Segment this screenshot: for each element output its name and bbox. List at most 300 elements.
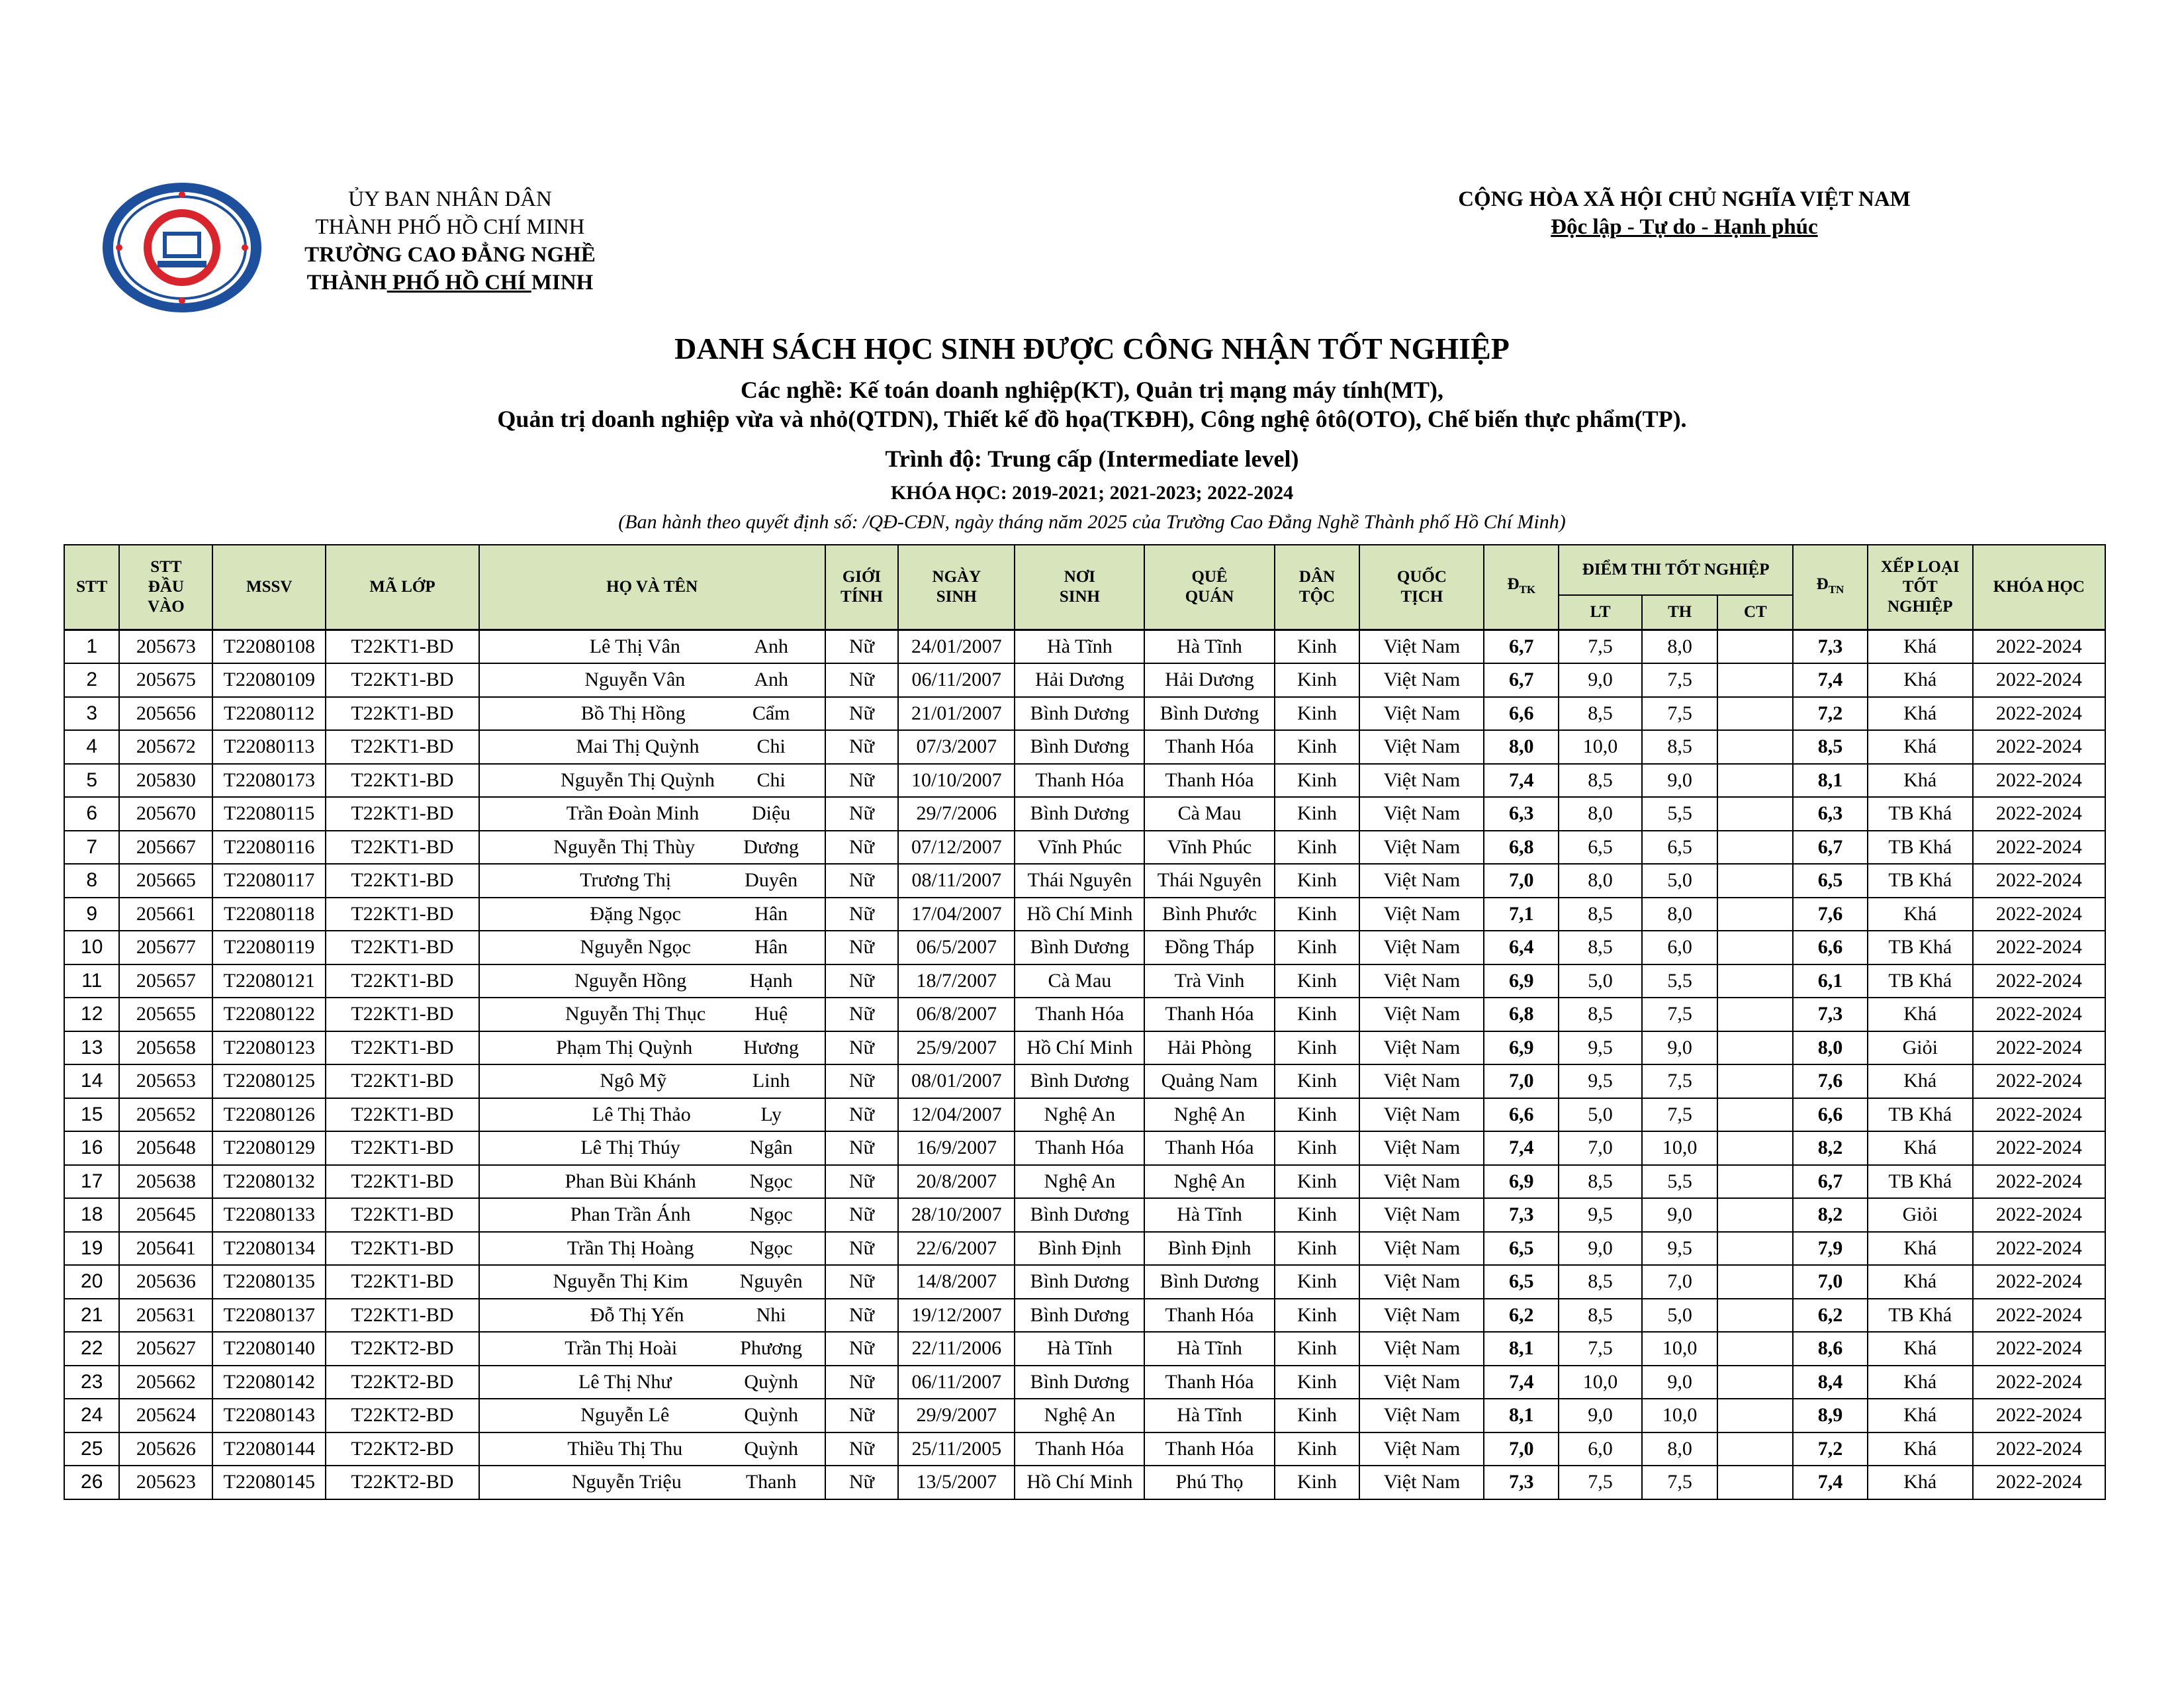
cell-gioi-tinh: Nữ [825, 1198, 899, 1232]
cell-khoa-hoc: 2022-2024 [1973, 1232, 2105, 1266]
cell-ten: Quỳnh [744, 1404, 798, 1427]
cell-stt: 8 [64, 864, 119, 898]
cell-ma-lop: T22KT1-BD [326, 931, 478, 964]
cell-lt: 8,5 [1559, 1299, 1642, 1333]
cell-th: 9,5 [1642, 1232, 1718, 1266]
cell-lt: 8,5 [1559, 998, 1642, 1031]
cell-d-tn: 7,6 [1793, 1064, 1868, 1098]
cell-khoa-hoc: 2022-2024 [1973, 931, 2105, 964]
cell-noi-sinh: Hồ Chí Minh [1015, 1031, 1144, 1065]
cell-d-tk: 7,0 [1484, 1064, 1559, 1098]
cell-gioi-tinh: Nữ [825, 964, 899, 998]
cell-ho-ten [479, 1466, 825, 1499]
cell-gioi-tinh: Nữ [825, 1064, 899, 1098]
cell-dan-toc: Kinh [1275, 1299, 1360, 1333]
cell-stt: 21 [64, 1299, 119, 1333]
cell-lt: 5,0 [1559, 964, 1642, 998]
cell-d-tn: 6,7 [1793, 831, 1868, 865]
cell-xep-loai: Giỏi [1868, 1198, 1973, 1232]
cell-ct [1717, 697, 1793, 731]
cell-ho-dem: Nguyễn Thị Thục [565, 1003, 706, 1025]
table-row [64, 1399, 2105, 1432]
school-name-part-1: THÀNH [306, 271, 387, 295]
cell-mssv: T22080118 [212, 898, 326, 931]
cell-stt-dau-vao: 205623 [119, 1466, 212, 1499]
cell-ct [1717, 1064, 1793, 1098]
table-row [64, 1232, 2105, 1266]
cell-khoa-hoc: 2022-2024 [1973, 898, 2105, 931]
cell-d-tk: 6,8 [1484, 998, 1559, 1031]
cell-gioi-tinh: Nữ [825, 931, 899, 964]
cell-mssv: T22080133 [212, 1198, 326, 1232]
table-body [64, 630, 2105, 1499]
graduates-table [64, 544, 2106, 1500]
cell-ma-lop: T22KT2-BD [326, 1399, 478, 1432]
cell-dan-toc: Kinh [1275, 730, 1360, 764]
cell-ten: Duyên [745, 869, 798, 892]
cell-lt: 8,5 [1559, 898, 1642, 931]
cell-xep-loai: TB Khá [1868, 864, 1973, 898]
cell-th: 9,0 [1642, 1031, 1718, 1065]
cell-khoa-hoc: 2022-2024 [1973, 1399, 2105, 1432]
cell-noi-sinh: Thanh Hóa [1015, 764, 1144, 798]
cell-d-tk: 7,0 [1484, 1432, 1559, 1466]
header-d-tn: $Đ_{TN}$ [1793, 545, 1868, 630]
cell-d-tk: 7,1 [1484, 898, 1559, 931]
cell-stt: 2 [64, 663, 119, 697]
cell-d-tn: 7,3 [1793, 998, 1868, 1031]
cell-ten: Thanh [745, 1471, 797, 1493]
cell-ten: Dương [743, 835, 799, 858]
cell-gioi-tinh: Nữ [825, 1232, 899, 1266]
cell-ho-ten [479, 931, 825, 964]
cell-mssv: T22080119 [212, 931, 326, 964]
cell-gioi-tinh: Nữ [825, 1165, 899, 1199]
cell-d-tk: 6,9 [1484, 1165, 1559, 1199]
cell-xep-loai: Khá [1868, 663, 1973, 697]
table-row [64, 998, 2105, 1031]
cell-que-quan: Hà Tĩnh [1144, 1399, 1274, 1432]
cell-dan-toc: Kinh [1275, 1432, 1360, 1466]
cell-ho-ten [479, 1399, 825, 1432]
school-name-part-3: MINH [531, 271, 594, 295]
cell-khoa-hoc: 2022-2024 [1973, 1432, 2105, 1466]
header-que-quan: QUÊ QUÁN [1144, 545, 1274, 630]
cell-khoa-hoc: 2022-2024 [1973, 1198, 2105, 1232]
cell-dan-toc: Kinh [1275, 1064, 1360, 1098]
cell-stt: 26 [64, 1466, 119, 1499]
cell-stt: 9 [64, 898, 119, 931]
cell-ho-ten [479, 1098, 825, 1132]
cell-ct [1717, 663, 1793, 697]
cell-gioi-tinh: Nữ [825, 1098, 899, 1132]
cell-que-quan: Hà Tĩnh [1144, 630, 1274, 663]
cell-d-tn: 7,2 [1793, 697, 1868, 731]
cell-ten: Hạnh [749, 969, 793, 992]
cell-lt: 6,0 [1559, 1432, 1642, 1466]
cell-th: 7,5 [1642, 1064, 1718, 1098]
cell-ten: Chi [756, 735, 786, 758]
cell-ho-ten [479, 663, 825, 697]
cell-ten: Huệ [754, 1003, 788, 1025]
cell-th: 5,5 [1642, 797, 1718, 831]
cell-ct [1717, 730, 1793, 764]
cell-d-tk: 6,5 [1484, 1232, 1559, 1266]
cell-ho-dem: Lê Thị Thúy [580, 1137, 680, 1159]
cell-ct [1717, 1131, 1793, 1165]
cell-ho-dem: Nguyễn Triệu [571, 1471, 682, 1493]
cell-xep-loai: Khá [1868, 1432, 1973, 1466]
cell-que-quan: Thái Nguyên [1144, 864, 1274, 898]
cell-xep-loai: Khá [1868, 1265, 1973, 1299]
cell-ngay-sinh: 14/8/2007 [898, 1265, 1015, 1299]
cell-ngay-sinh: 29/7/2006 [898, 797, 1015, 831]
cell-ngay-sinh: 17/04/2007 [898, 898, 1015, 931]
header-d-tk: $Đ_{TK}$ [1484, 545, 1559, 630]
cell-ho-ten [479, 797, 825, 831]
table-row [64, 1198, 2105, 1232]
cell-ho-dem: Lê Thị Như [578, 1370, 672, 1393]
cell-mssv: T22080129 [212, 1131, 326, 1165]
cell-ngay-sinh: 25/11/2005 [898, 1432, 1015, 1466]
cell-stt-dau-vao: 205626 [119, 1432, 212, 1466]
cell-ho-ten [479, 1131, 825, 1165]
cell-ten: Anh [754, 669, 788, 691]
table-row [64, 1098, 2105, 1132]
cell-gioi-tinh: Nữ [825, 1466, 899, 1499]
cell-ct [1717, 898, 1793, 931]
cell-khoa-hoc: 2022-2024 [1973, 730, 2105, 764]
cell-dan-toc: Kinh [1275, 1232, 1360, 1266]
cell-ho-ten [479, 1031, 825, 1065]
header-khoa-hoc: KHÓA HỌC [1973, 545, 2105, 630]
cell-th: 9,0 [1642, 1198, 1718, 1232]
cell-mssv: T22080132 [212, 1165, 326, 1199]
cell-noi-sinh: Bình Dương [1015, 797, 1144, 831]
cell-noi-sinh: Bình Dương [1015, 697, 1144, 731]
cell-dan-toc: Kinh [1275, 964, 1360, 998]
cell-ngay-sinh: 16/9/2007 [898, 1131, 1015, 1165]
cell-que-quan: Nghệ An [1144, 1165, 1274, 1199]
cell-stt-dau-vao: 205627 [119, 1332, 212, 1366]
cell-que-quan: Bình Phước [1144, 898, 1274, 931]
cell-ten: Hân [754, 936, 788, 959]
cell-d-tn: 6,1 [1793, 964, 1868, 998]
cell-lt: 9,0 [1559, 1399, 1642, 1432]
cell-xep-loai: Khá [1868, 1332, 1973, 1366]
table-row [64, 1466, 2105, 1499]
cell-ngay-sinh: 24/01/2007 [898, 630, 1015, 663]
cell-noi-sinh: Bình Dương [1015, 730, 1144, 764]
cell-dan-toc: Kinh [1275, 697, 1360, 731]
cell-mssv: T22080112 [212, 697, 326, 731]
cell-que-quan: Cà Mau [1144, 797, 1274, 831]
cell-noi-sinh: Hồ Chí Minh [1015, 1466, 1144, 1499]
cell-noi-sinh: Bình Dương [1015, 1064, 1144, 1098]
cell-ngay-sinh: 06/11/2007 [898, 1366, 1015, 1399]
cell-quoc-tich: Việt Nam [1359, 1265, 1484, 1299]
cell-que-quan: Bình Dương [1144, 1265, 1274, 1299]
cell-d-tk: 7,4 [1484, 1366, 1559, 1399]
cell-quoc-tich: Việt Nam [1359, 998, 1484, 1031]
cell-dan-toc: Kinh [1275, 797, 1360, 831]
cell-th: 10,0 [1642, 1131, 1718, 1165]
cell-dan-toc: Kinh [1275, 864, 1360, 898]
cell-ho-ten [479, 864, 825, 898]
cell-ct [1717, 1332, 1793, 1366]
cell-ngay-sinh: 28/10/2007 [898, 1198, 1015, 1232]
cell-lt: 7,0 [1559, 1131, 1642, 1165]
cell-stt-dau-vao: 205638 [119, 1165, 212, 1199]
cell-ct [1717, 764, 1793, 798]
cell-d-tk: 6,6 [1484, 1098, 1559, 1132]
cell-d-tk: 6,4 [1484, 931, 1559, 964]
cell-ngay-sinh: 06/5/2007 [898, 931, 1015, 964]
cell-stt-dau-vao: 205665 [119, 864, 212, 898]
cell-que-quan: Nghệ An [1144, 1098, 1274, 1132]
cell-dan-toc: Kinh [1275, 1165, 1360, 1199]
cell-que-quan: Bình Dương [1144, 697, 1274, 731]
cell-noi-sinh: Bình Dương [1015, 1198, 1144, 1232]
cell-khoa-hoc: 2022-2024 [1973, 964, 2105, 998]
cell-d-tk: 8,0 [1484, 730, 1559, 764]
cell-stt-dau-vao: 205657 [119, 964, 212, 998]
cell-dan-toc: Kinh [1275, 1198, 1360, 1232]
cell-stt: 15 [64, 1098, 119, 1132]
cell-d-tk: 7,4 [1484, 1131, 1559, 1165]
cell-xep-loai: Khá [1868, 630, 1973, 663]
cell-ho-ten [479, 831, 825, 865]
decision-note: (Ban hành theo quyết định số: /QĐ-CĐN, ngày tháng năm 2025 của Trường Cao Đẳng Nghề Thành phố Hồ Chí Minh) [618, 511, 1566, 533]
cell-ho-ten [479, 1265, 825, 1299]
cell-d-tn: 7,3 [1793, 630, 1868, 663]
cell-noi-sinh: Hà Tĩnh [1015, 630, 1144, 663]
cell-khoa-hoc: 2022-2024 [1973, 864, 2105, 898]
cell-ho-dem: Mai Thị Quỳnh [576, 735, 700, 758]
authority-line-1: ỦY BAN NHÂN DÂN [348, 187, 552, 211]
cell-mssv: T22080109 [212, 663, 326, 697]
cell-gioi-tinh: Nữ [825, 1031, 899, 1065]
cell-gioi-tinh: Nữ [825, 831, 899, 865]
cell-stt-dau-vao: 205673 [119, 630, 212, 663]
cell-quoc-tich: Việt Nam [1359, 1299, 1484, 1333]
cell-que-quan: Thanh Hóa [1144, 1299, 1274, 1333]
cell-ngay-sinh: 18/7/2007 [898, 964, 1015, 998]
cell-ten: Cẩm [752, 702, 790, 724]
cell-mssv: T22080123 [212, 1031, 326, 1065]
cell-que-quan: Hà Tĩnh [1144, 1332, 1274, 1366]
cell-stt-dau-vao: 205631 [119, 1299, 212, 1333]
cell-ho-ten [479, 1232, 825, 1266]
cell-ngay-sinh: 13/5/2007 [898, 1466, 1015, 1499]
cell-lt: 8,0 [1559, 797, 1642, 831]
cell-stt-dau-vao: 205641 [119, 1232, 212, 1266]
cell-khoa-hoc: 2022-2024 [1973, 1265, 2105, 1299]
cell-mssv: T22080117 [212, 864, 326, 898]
cell-th: 7,5 [1642, 1466, 1718, 1499]
cell-ma-lop: T22KT1-BD [326, 1299, 478, 1333]
cell-quoc-tich: Việt Nam [1359, 1399, 1484, 1432]
cell-ngay-sinh: 08/11/2007 [898, 864, 1015, 898]
cell-gioi-tinh: Nữ [825, 630, 899, 663]
cell-d-tk: 8,1 [1484, 1399, 1559, 1432]
cell-xep-loai: Khá [1868, 1466, 1973, 1499]
cell-quoc-tich: Việt Nam [1359, 764, 1484, 798]
cell-lt: 8,5 [1559, 697, 1642, 731]
cell-d-tn: 6,3 [1793, 797, 1868, 831]
cell-ho-dem: Phan Bùi Khánh [565, 1170, 696, 1192]
cell-d-tn: 8,9 [1793, 1399, 1868, 1432]
cell-lt: 8,5 [1559, 764, 1642, 798]
cell-stt: 17 [64, 1165, 119, 1199]
cell-quoc-tich: Việt Nam [1359, 1232, 1484, 1266]
cell-xep-loai: Khá [1868, 1232, 1973, 1266]
cell-d-tn: 7,9 [1793, 1232, 1868, 1266]
cell-xep-loai: Khá [1868, 730, 1973, 764]
cell-stt: 22 [64, 1332, 119, 1366]
cell-lt: 9,5 [1559, 1198, 1642, 1232]
cell-xep-loai: Khá [1868, 1064, 1973, 1098]
cell-d-tn: 8,4 [1793, 1366, 1868, 1399]
cell-d-tk: 6,3 [1484, 797, 1559, 831]
cell-stt-dau-vao: 205656 [119, 697, 212, 731]
cell-stt: 12 [64, 998, 119, 1031]
cell-khoa-hoc: 2022-2024 [1973, 1131, 2105, 1165]
cell-ct [1717, 1432, 1793, 1466]
school-name-part-2: PHỐ HỒ CHÍ [387, 271, 531, 295]
table-row [64, 831, 2105, 865]
cell-lt: 5,0 [1559, 1098, 1642, 1132]
cell-quoc-tich: Việt Nam [1359, 864, 1484, 898]
cell-ma-lop: T22KT1-BD [326, 964, 478, 998]
cell-gioi-tinh: Nữ [825, 998, 899, 1031]
cell-stt-dau-vao: 205675 [119, 663, 212, 697]
cell-khoa-hoc: 2022-2024 [1973, 697, 2105, 731]
cell-noi-sinh: Nghệ An [1015, 1098, 1144, 1132]
cell-quoc-tich: Việt Nam [1359, 898, 1484, 931]
header-ct: CT [1717, 595, 1793, 630]
cell-ngay-sinh: 07/12/2007 [898, 831, 1015, 865]
cell-xep-loai: Khá [1868, 697, 1973, 731]
cell-ma-lop: T22KT1-BD [326, 797, 478, 831]
document-title: DANH SÁCH HỌC SINH ĐƯỢC CÔNG NHẬN TỐT NGHIỆP [674, 332, 1510, 365]
cell-gioi-tinh: Nữ [825, 1332, 899, 1366]
cell-que-quan: Phú Thọ [1144, 1466, 1274, 1499]
cell-lt: 7,5 [1559, 630, 1642, 663]
cell-stt: 4 [64, 730, 119, 764]
cell-ma-lop: T22KT1-BD [326, 1064, 478, 1098]
cell-gioi-tinh: Nữ [825, 1131, 899, 1165]
cell-dan-toc: Kinh [1275, 831, 1360, 865]
cell-ho-dem: Trương Thị [580, 869, 672, 892]
cell-ct [1717, 1299, 1793, 1333]
cell-stt: 25 [64, 1432, 119, 1466]
cell-mssv: T22080140 [212, 1332, 326, 1366]
cell-d-tk: 7,3 [1484, 1466, 1559, 1499]
cell-stt-dau-vao: 205655 [119, 998, 212, 1031]
cell-noi-sinh: Vĩnh Phúc [1015, 831, 1144, 865]
cell-que-quan: Đồng Tháp [1144, 931, 1274, 964]
national-title: CỘNG HÒA XÃ HỘI CHỦ NGHĨA VIỆT NAM [1458, 187, 1911, 211]
cell-ct [1717, 1165, 1793, 1199]
cell-dan-toc: Kinh [1275, 764, 1360, 798]
cell-quoc-tich: Việt Nam [1359, 630, 1484, 663]
header-ho-ten: HỌ VÀ TÊN [479, 545, 825, 630]
cell-xep-loai: TB Khá [1868, 1299, 1973, 1333]
cell-ma-lop: T22KT1-BD [326, 898, 478, 931]
cell-noi-sinh: Thanh Hóa [1015, 1131, 1144, 1165]
table-row [64, 1165, 2105, 1199]
cell-d-tk: 6,7 [1484, 663, 1559, 697]
cell-noi-sinh: Bình Dương [1015, 931, 1144, 964]
cell-stt: 13 [64, 1031, 119, 1065]
table-row [64, 864, 2105, 898]
cell-th: 5,0 [1642, 864, 1718, 898]
cell-ho-dem: Nguyễn Thị Quỳnh [561, 769, 715, 791]
cell-dan-toc: Kinh [1275, 931, 1360, 964]
cell-stt-dau-vao: 205661 [119, 898, 212, 931]
cell-stt-dau-vao: 205677 [119, 931, 212, 964]
header-stt-dau-vao: STT ĐẦU VÀO [119, 545, 212, 630]
cell-ho-dem: Đặng Ngọc [590, 902, 681, 925]
cell-ho-ten [479, 898, 825, 931]
cell-mssv: T22080143 [212, 1399, 326, 1432]
cell-stt-dau-vao: 205648 [119, 1131, 212, 1165]
cell-ho-dem: Bồ Thị Hồng [580, 702, 686, 724]
school-name-line-2 [251, 269, 649, 297]
cell-que-quan: Quảng Nam [1144, 1064, 1274, 1098]
cell-ho-ten [479, 998, 825, 1031]
cell-dan-toc: Kinh [1275, 998, 1360, 1031]
cell-ho-ten [479, 697, 825, 731]
cell-d-tn: 8,1 [1793, 764, 1868, 798]
course-years: KHÓA HỌC: 2019-2021; 2021-2023; 2022-2024 [890, 482, 1294, 504]
cell-th: 6,5 [1642, 831, 1718, 865]
cell-ho-ten [479, 764, 825, 798]
cell-quoc-tich: Việt Nam [1359, 1064, 1484, 1098]
table-row [64, 1332, 2105, 1366]
cell-ho-ten [479, 630, 825, 663]
school-name-line-1: TRƯỜNG CAO ĐẲNG NGHỀ [304, 243, 596, 267]
cell-ten: Phương [740, 1337, 803, 1360]
cell-ho-dem: Trần Thị Hoài [565, 1337, 678, 1360]
cell-ten: Ngọc [749, 1170, 793, 1192]
cell-khoa-hoc: 2022-2024 [1973, 1165, 2105, 1199]
cell-lt: 10,0 [1559, 1366, 1642, 1399]
cell-dan-toc: Kinh [1275, 1031, 1360, 1065]
cell-th: 8,0 [1642, 1432, 1718, 1466]
cell-ma-lop: T22KT1-BD [326, 831, 478, 865]
cell-th: 9,0 [1642, 764, 1718, 798]
cell-quoc-tich: Việt Nam [1359, 730, 1484, 764]
cell-khoa-hoc: 2022-2024 [1973, 998, 2105, 1031]
cell-ten: Ngọc [749, 1237, 793, 1259]
cell-khoa-hoc: 2022-2024 [1973, 764, 2105, 798]
cell-quoc-tich: Việt Nam [1359, 663, 1484, 697]
cell-dan-toc: Kinh [1275, 1332, 1360, 1366]
cell-stt-dau-vao: 205652 [119, 1098, 212, 1132]
cell-quoc-tich: Việt Nam [1359, 697, 1484, 731]
cell-ma-lop: T22KT2-BD [326, 1366, 478, 1399]
cell-stt-dau-vao: 205645 [119, 1198, 212, 1232]
cell-stt: 18 [64, 1198, 119, 1232]
cell-ngay-sinh: 29/9/2007 [898, 1399, 1015, 1432]
cell-stt-dau-vao: 205662 [119, 1366, 212, 1399]
cell-dan-toc: Kinh [1275, 1466, 1360, 1499]
cell-ho-dem: Trần Thị Hoàng [567, 1237, 694, 1259]
cell-quoc-tich: Việt Nam [1359, 797, 1484, 831]
authority-header [251, 185, 649, 297]
